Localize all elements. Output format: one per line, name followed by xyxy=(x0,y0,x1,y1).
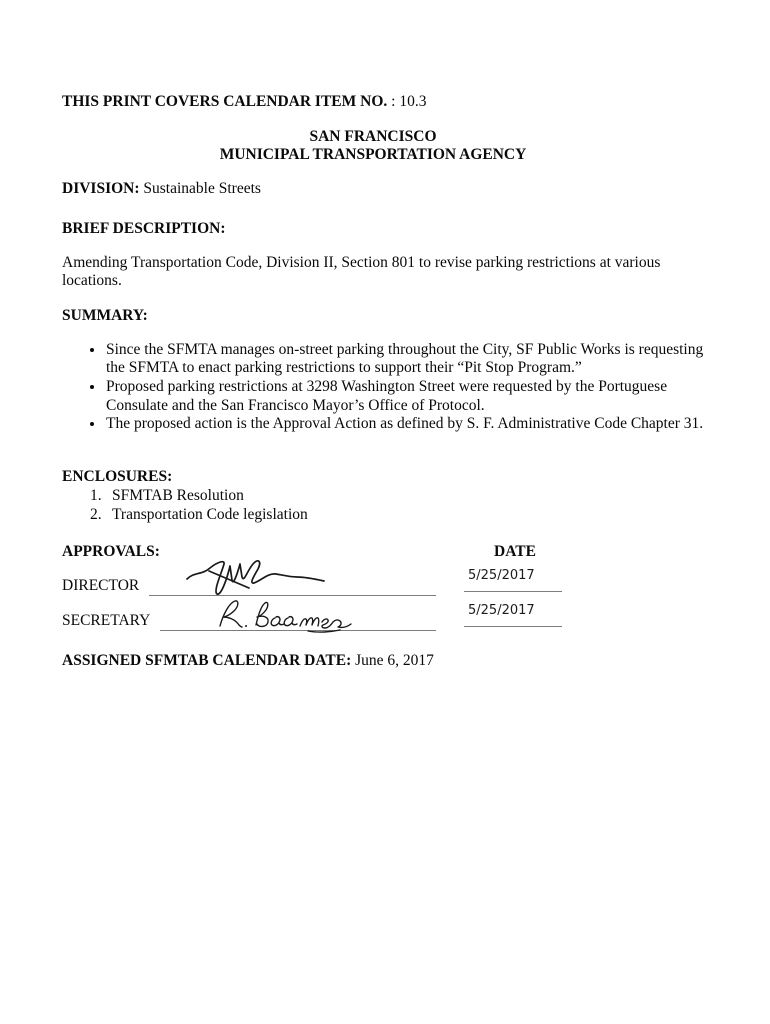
agency-name xyxy=(62,128,684,165)
director-signature-line xyxy=(149,561,436,596)
director-signature-row xyxy=(62,562,562,596)
assigned-calendar-date-label: ASSIGNED SFMTAB CALENDAR DATE: xyxy=(62,651,352,669)
enclosures-label: ENCLOSURES: xyxy=(62,468,173,486)
secretary-signature-row xyxy=(62,596,562,631)
enclosure-item xyxy=(62,506,708,525)
secretary-signature xyxy=(212,594,362,634)
summary-bullet: • The proposed action is the Approval Action as defined by S. F. Administrative Code Chapter 31. xyxy=(105,415,706,434)
assigned-calendar-date-value: June 6, 2017 xyxy=(355,651,434,669)
brief-description-label: BRIEF DESCRIPTION: xyxy=(62,219,226,237)
enclosure-item-number: 1. xyxy=(90,486,102,504)
enclosure-item xyxy=(62,487,708,506)
summary-bullet-list xyxy=(62,341,708,435)
secretary-signature-line xyxy=(160,595,436,631)
agency-name-line1: SAN FRANCISCO xyxy=(309,127,437,145)
date-column-header: DATE xyxy=(494,543,536,561)
enclosure-item-text: SFMTAB Resolution xyxy=(112,486,244,504)
assigned-calendar-date-line xyxy=(62,652,708,671)
summary-label: SUMMARY: xyxy=(62,306,148,324)
enclosure-item-number: 2. xyxy=(90,505,102,523)
director-label: DIRECTOR xyxy=(62,577,140,595)
approvals-header xyxy=(62,543,562,562)
division-label: DIVISION: xyxy=(62,180,140,198)
calendar-item-separator: : xyxy=(387,93,400,110)
calendar-item-line xyxy=(62,93,708,112)
division-value: Sustainable Streets xyxy=(143,180,261,198)
secretary-approval-date: 5/25/2017 xyxy=(464,604,562,627)
director-approval-date: 5/25/2017 xyxy=(464,569,562,592)
division-line xyxy=(62,180,708,199)
agency-name-line2: MUNICIPAL TRANSPORTATION AGENCY xyxy=(219,146,527,164)
calendar-item-label: THIS PRINT COVERS CALENDAR ITEM NO. xyxy=(62,93,388,110)
secretary-label: SECRETARY xyxy=(62,612,151,630)
calendar-item-number: 10.3 xyxy=(399,93,427,110)
brief-description-text: Amending Transportation Code, Division II, Section 801 to revise parking restrictions at various locations. xyxy=(62,253,661,290)
enclosure-item-text: Transportation Code legislation xyxy=(112,505,308,523)
summary-bullet: • Since the SFMTA manages on-street parking throughout the City, SF Public Works is requesting the SFMTA to enact parking restrictions to support their “Pit Stop Program.” xyxy=(105,341,706,378)
approvals-label: APPROVALS: xyxy=(62,543,160,561)
summary-bullet: • Proposed parking restrictions at 3298 Washington Street were requested by the Portuguese Consulate and the San Francisco Mayor’s Office of Protocol. xyxy=(105,378,706,415)
